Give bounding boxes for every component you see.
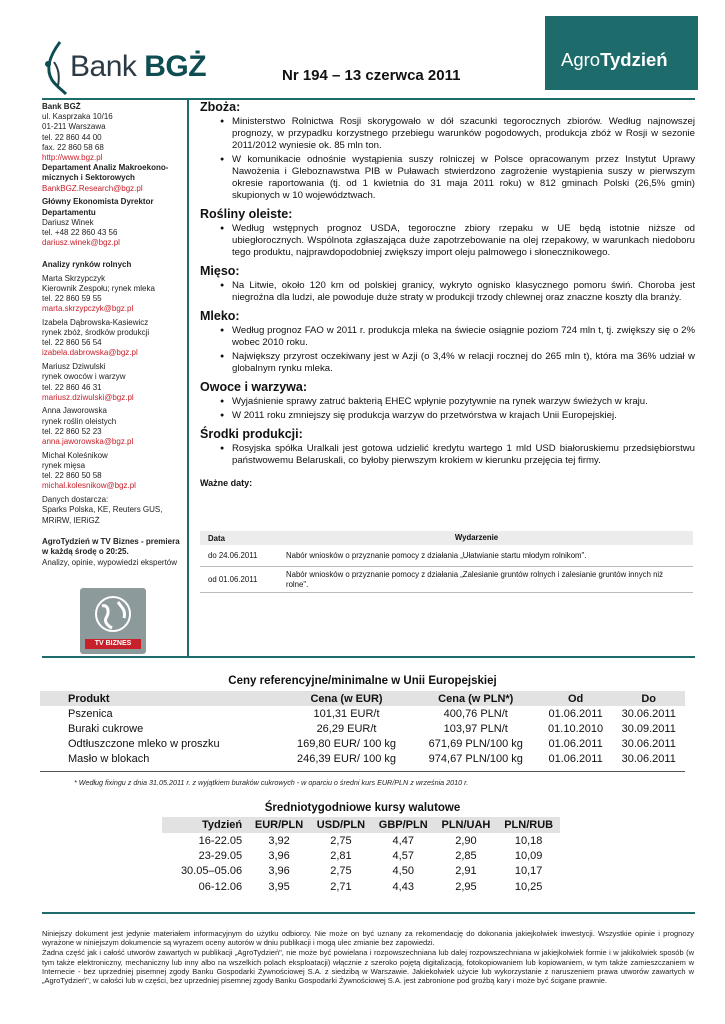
section-divider: [42, 656, 695, 658]
table-header-row: [40, 691, 685, 706]
agrotydzien-brand: [545, 16, 698, 90]
column-header: Cena (w PLN*): [413, 691, 539, 706]
news-item: ● Ministerstwo Rolnictwa Rosji skorygowało w dół szacunki tegorocznych zbiorów. Według najnowszej prognozy, w przypadku korzystnego przebiegu warunków pogodowych, produkcja zbóż w Rosji w sezonie 2011/2012 wyniesie ok. 85 mln ton.: [220, 116, 695, 152]
bank-logo: [40, 40, 230, 96]
issue-title: Nr 194 – 13 czerwca 2011: [282, 67, 461, 84]
product-cell: Buraki cukrowe: [68, 722, 144, 735]
analyst-contact: [42, 362, 187, 403]
tv-biznes-label: TV BIZNES: [85, 639, 141, 649]
address-line: 01-211 Warszawa: [42, 122, 106, 132]
product-cell: Pszenica: [68, 707, 113, 720]
price-pln-cell: 671,69 PLN/100 kg: [428, 737, 523, 750]
rate-cell: 10,18: [514, 834, 543, 847]
section-title: Rośliny oleiste:: [200, 207, 293, 221]
column-header: Produkt: [40, 691, 280, 706]
news-item: ● Wyjaśnienie sprawy zatruć bakterią EHEC wpłynie pozytywnie na rynek warzyw świeżych w kraju.: [220, 396, 695, 408]
section-milk: [200, 310, 695, 375]
chief-email-link[interactable]: dariusz.winek@bgz.pl: [42, 238, 120, 248]
week-cell: 16-22.05: [198, 834, 243, 847]
column-header: Do: [612, 691, 685, 706]
price-pln-cell: 103,97 PLN/t: [443, 722, 508, 735]
analyst-role: Kierownik Zespołu; rynek mleka: [42, 283, 155, 293]
table-row: [162, 848, 560, 863]
bank-address: [42, 102, 187, 194]
table-row: [200, 567, 693, 593]
bank-fax: fax. 22 860 58 68: [42, 142, 104, 152]
section-oilseeds: [200, 208, 695, 259]
address-line: ul. Kasprzaka 10/16: [42, 112, 113, 122]
analyst-phone: tel. 22 860 59 55: [42, 293, 102, 303]
rate-cell: 2,81: [330, 849, 352, 862]
column-header: USD/PLN: [310, 817, 372, 833]
column-header: Wydarzenie: [454, 533, 499, 543]
news-item: ● Największy przyrost oczekiwany jest w Azji (o 3,4% w relacji rocznej do 265 mln t), która ma 36% udział w globalnym rynku mleka.: [220, 351, 695, 375]
analyst-phone: tel. 22 860 46 31: [42, 382, 102, 392]
analyst-role: rynek roślin oleistych: [42, 416, 117, 426]
rate-cell: 3,96: [268, 849, 290, 862]
table-row: [162, 864, 560, 879]
news-item: ● Na Litwie, około 120 km od polskiej granicy, wykryto ognisko klasycznego pomoru świń. Choroba jest niegroźna dla ludzi, ale powoduje duże straty w produkcji trzody chlewnej oraz znaczne koszty dla branży.: [220, 280, 695, 304]
data-suppliers: [42, 495, 187, 526]
tv-promo-description: Analizy, opinie, wypowiedzi ekspertów: [42, 557, 178, 567]
table-row: [40, 751, 685, 766]
ref-prices-title: Ceny referencyjne/minimalne w Unii Europejskiej: [228, 675, 497, 687]
rate-cell: 3,95: [268, 880, 290, 893]
analyst-name: Izabela Dąbrowska-Kasiewicz: [42, 317, 149, 327]
product-cell: Odtłuszczone mleko w proszku: [68, 737, 220, 750]
ref-prices-table: [40, 691, 685, 766]
event-cell: Nabór wniosków o przyznanie pomocy z działania „Ułatwianie startu młodym rolnikom".: [286, 550, 587, 560]
rate-cell: 10,17: [514, 865, 543, 878]
to-date-cell: 30.09.2011: [621, 722, 676, 735]
section-title: Środki produkcji:: [200, 427, 303, 441]
column-header: Cena (w EUR): [280, 691, 413, 706]
price-eur-cell: 169,80 EUR/ 100 kg: [296, 737, 397, 750]
ref-prices-footnote: * Według fixingu z dnia 31.05.2011 r. z wyjątkiem buraków cukrowych - w oparciu o średni kurs EUR/PLN z września 2010 r.: [74, 778, 469, 787]
bank-phone: tel. 22 860 44 00: [42, 132, 102, 142]
analyst-email-link[interactable]: anna.jaworowska@bgz.pl: [42, 437, 134, 447]
tv-promo-title: AgroTydzień w TV Biznes - premiera w każdą środę o 20:25.: [42, 537, 180, 557]
section-title: Owoce i warzywa:: [200, 380, 307, 394]
news-item: ● W 2011 roku zmniejszy się produkcja warzyw do przetwórstwa w krajach Unii Europejskiej.: [220, 410, 695, 422]
analyst-email-link[interactable]: michal.kolesnikow@bgz.pl: [42, 481, 136, 491]
sidebar-divider: [187, 100, 189, 656]
table-row: [40, 736, 685, 751]
section-title: Zboża:: [200, 100, 241, 114]
analyst-name: Mariusz Dziwulski: [42, 362, 106, 372]
suppliers-list: Sparks Polska, KE, Reuters GUS, MRiRW, IERiGŻ: [42, 505, 163, 525]
analysts-heading: Analizy rynków rolnych: [42, 259, 132, 269]
tv-promo: [42, 537, 187, 568]
rate-cell: 4,50: [392, 865, 414, 878]
analyst-phone: tel. 22 860 56 54: [42, 338, 102, 348]
price-eur-cell: 101,31 EUR/t: [313, 707, 380, 720]
chief-name: Dariusz Winek: [42, 217, 94, 227]
price-eur-cell: 246,39 EUR/ 100 kg: [296, 752, 397, 765]
rate-cell: 2,95: [455, 880, 477, 893]
table-row: [162, 833, 560, 848]
rate-cell: 4,57: [392, 849, 414, 862]
analyst-phone: tel. 22 860 50 58: [42, 471, 102, 481]
chief-economist: [42, 197, 187, 248]
table-header-row: [162, 817, 560, 833]
disclaimer-paragraph: Niniejszy dokument jest jedynie materiałem informacyjnym do użytku odbiorcy. Nie może on być uznany za rekomendację do dokonania jakiejkolwiek inwestycji. Wszystkie opinie i prognozy wyrażone w niniejszym dokumencie są wyrazem oceny autorów w dniu publikacji i mogą ulec zmianie bez zapowiedzi.: [42, 929, 694, 948]
from-date-cell: 01.06.2011: [548, 752, 603, 765]
section-production-means: [200, 428, 695, 467]
price-pln-cell: 400,76 PLN/t: [443, 707, 508, 720]
from-date-cell: 01.06.2011: [548, 737, 603, 750]
chief-title: Główny Ekonomista Dyrektor Departamentu: [42, 197, 154, 217]
fx-title: Średniotygodniowe kursy walutowe: [264, 802, 461, 814]
analyst-contact: [42, 451, 187, 492]
footer-divider: [42, 912, 695, 914]
from-date-cell: 01.06.2011: [548, 707, 603, 720]
rate-cell: 2,85: [455, 849, 477, 862]
bank-website-link[interactable]: http://www.bgz.pl: [42, 153, 103, 163]
bank-name: Bank BGŻ: [42, 102, 81, 111]
date-cell: do 24.06.2011: [208, 551, 258, 560]
table-row: [162, 879, 560, 894]
table-bottom-rule: [40, 771, 685, 772]
analyst-role: rynek owoców i warzyw: [42, 372, 126, 382]
analyst-contact: [42, 318, 187, 359]
analyst-email-link[interactable]: izabela.dabrowska@bgz.pl: [42, 348, 138, 358]
copyright-paragraph: Żadna część jak i całość utworów zawartych w publikacji „AgroTydzień", nie może być powielana i rozpowszechniana lub dalej rozpowszechniana w jakiejkolwiek formie i w jakikolwiek sposób (w tym także elektroniczny, mechaniczny lub inny albo na wszelkich polach eksploatacji) włącznie z szeroko pojętą digitalizacją, fotokopiowaniem lub kopiowaniem, w tym także zamieszczaniem w Internecie - bez uprzedniej pisemnej zgody Banku Gospodarki Żywnościowej S.A. z siedzibą w Warszawie. Jakiekolwiek użycie lub wykorzystanie z naruszeniem prawa utworów zawartych w „AgroTydzień", w całości lub w części, bez uprzedniej pisemnej zgody Banku Gospodarki Żywnościowej S.A. jest zabronione pod groźbą kary i może być ścigane prawnie.: [42, 948, 694, 986]
to-date-cell: 30.06.2011: [621, 752, 676, 765]
analyst-contact: [42, 406, 187, 447]
analyst-contact: [42, 274, 187, 315]
rate-cell: 10,25: [514, 880, 543, 893]
news-item: ● W komunikacie odnośnie wystąpienia suszy rolniczej w Polsce opracowanym przez Instytut Uprawy Nawożenia i Gleboznawstwa PIB w Puławach stwierdzono zagrożenie wystąpienia suszy w pierwszym okresie raportowania (tj. od 1 kwietnia do 31 maja 2011 roku) w 812 gminach Polski (26,5% gmin) skupionych w 10 województwach.: [220, 154, 695, 202]
disclaimer: [42, 929, 694, 986]
tv-biznes-logo: [80, 588, 146, 654]
column-header: Data: [208, 533, 225, 543]
section-title: Mięso:: [200, 264, 240, 278]
sidebar: [42, 102, 187, 571]
dates-table: [200, 531, 693, 593]
chief-phone: tel. +48 22 860 43 56: [42, 227, 118, 237]
rate-cell: 2,71: [330, 880, 352, 893]
week-cell: 06-12.06: [198, 880, 243, 893]
analyst-email-link[interactable]: marta.skrzypczyk@bgz.pl: [42, 304, 134, 314]
rate-cell: 4,47: [392, 834, 414, 847]
table-row: [200, 545, 693, 567]
section-fruit-veg: [200, 381, 695, 422]
rate-cell: 2,91: [455, 865, 477, 878]
analyst-name: Marta Skrzypczyk: [42, 273, 106, 283]
rate-cell: 2,75: [330, 865, 352, 878]
suppliers-label: Danych dostarcza:: [42, 495, 109, 505]
analyst-email-link[interactable]: mariusz.dziwulski@bgz.pl: [42, 392, 134, 402]
analyst-phone: tel. 22 860 52 23: [42, 426, 102, 436]
globe-icon: [80, 588, 146, 644]
from-date-cell: 01.10.2010: [548, 722, 604, 735]
rate-cell: 3,96: [268, 865, 290, 878]
logo-text: Bank BGŻ: [70, 50, 207, 83]
week-cell: 23-29.05: [198, 849, 243, 862]
important-dates-label: Ważne daty:: [200, 478, 253, 488]
fx-table: [162, 817, 560, 894]
analyst-role: rynek mięsa: [42, 461, 86, 470]
column-header: EUR/PLN: [248, 817, 310, 833]
column-header: Od: [539, 691, 613, 706]
rate-cell: 2,90: [455, 834, 477, 847]
product-cell: Masło w blokach: [68, 752, 150, 765]
rate-cell: 4,43: [392, 880, 414, 893]
event-cell: Nabór wniosków o przyznanie pomocy z działania „Zalesianie gruntów rolnych i zalesianie gruntów innych niż rolne".: [286, 570, 664, 589]
news-item: ● Rosyjska spółka Uralkali jest gotowa udzielić kredytu wartego 1 mld USD białoruskiemu przedsiębiorstwu państwowemu Belaruskali, co byłoby pierwszym krokiem w kierunku przejęcia tej firmy.: [220, 443, 695, 467]
section-meat: [200, 265, 695, 304]
rate-cell: 10,09: [514, 849, 543, 862]
logo-figure-icon: [40, 40, 72, 96]
department-email-link[interactable]: BankBGZ.Research@bgz.pl: [42, 183, 143, 193]
department-name: Departament Analiz Makroekono-micznych i Sektorowych: [42, 163, 169, 183]
price-pln-cell: 974,67 PLN/100 kg: [428, 752, 523, 765]
news-content: [200, 101, 695, 489]
section-title: Mleko:: [200, 309, 240, 323]
dates-table-header: [200, 531, 693, 545]
header-divider: [42, 98, 695, 100]
analyst-role: rynek zbóż, środków produkcji: [42, 328, 150, 338]
analyst-name: Anna Jaworowska: [42, 406, 107, 416]
date-cell: od 01.06.2011: [208, 575, 258, 584]
column-header: PLN/UAH: [435, 817, 498, 833]
column-header: Tydzień: [162, 817, 248, 833]
to-date-cell: 30.06.2011: [621, 737, 676, 750]
rate-cell: 3,92: [268, 834, 290, 847]
to-date-cell: 30.06.2011: [621, 707, 676, 720]
brand-text: AgroTydzień: [561, 49, 668, 70]
news-item: ● Według prognoz FAO w 2011 r. produkcja mleka na świecie osiągnie poziom 724 mln t, tj. zwiększy się o 2% wobec 2010 roku.: [220, 325, 695, 349]
column-header: GBP/PLN: [372, 817, 435, 833]
section-grains: [200, 101, 695, 202]
column-header: PLN/RUB: [497, 817, 560, 833]
week-cell: 30.05–05.06: [180, 865, 243, 878]
table-row: [40, 721, 685, 736]
price-eur-cell: 26,29 EUR/t: [316, 722, 377, 735]
table-row: [40, 706, 685, 721]
news-item: ● Według wstępnych prognoz USDA, tegoroczne zbiory rzepaku w UE będą istotnie niższe od ubiegłorocznych. Wspólnota zgłaszająca duże zapotrzebowanie na olej rzepakowy, w warunkach niedoboru tego produktu, najprawdopodobniej zwiększy import oleju palmowego i słonecznikowego.: [220, 223, 695, 259]
analyst-name: Michał Koleśnikow: [42, 450, 108, 460]
rate-cell: 2,75: [330, 834, 352, 847]
